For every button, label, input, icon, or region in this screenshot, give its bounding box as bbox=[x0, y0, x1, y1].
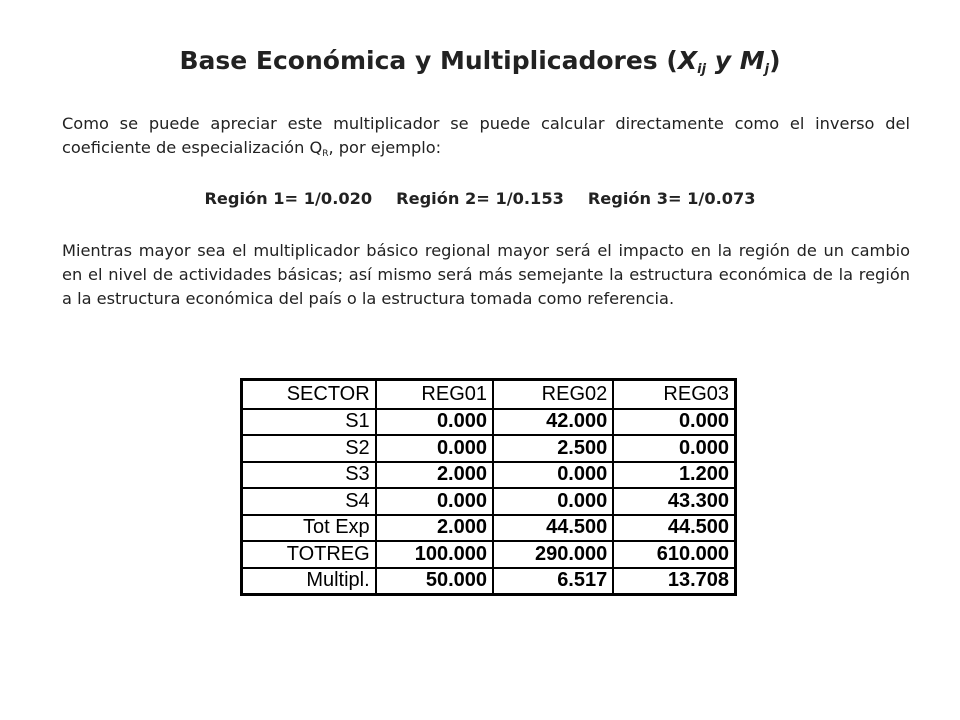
table-row bbox=[242, 541, 736, 568]
title-m-sub: j bbox=[764, 62, 770, 77]
cell-reg01: 50.000 bbox=[376, 568, 493, 595]
title-x: X bbox=[677, 46, 698, 75]
cell-reg01: 0.000 bbox=[376, 409, 493, 436]
intro-tail: , por ejemplo: bbox=[328, 138, 442, 157]
header-reg02: REG02 bbox=[493, 380, 613, 409]
cell-reg02: 0.000 bbox=[493, 488, 613, 515]
cell-sector: Multipl. bbox=[242, 568, 376, 595]
table-row bbox=[242, 409, 736, 436]
header-reg03: REG03 bbox=[613, 380, 735, 409]
intro-text: Como se puede apreciar este multiplicador se puede calcular directamente como el inverso del coeficiente de especialización Q bbox=[62, 114, 910, 157]
cell-sector: S1 bbox=[242, 409, 376, 436]
cell-reg02: 6.517 bbox=[493, 568, 613, 595]
table-row bbox=[242, 515, 736, 542]
cell-reg02: 0.000 bbox=[493, 462, 613, 489]
multiplier-table bbox=[240, 378, 737, 596]
intro-paragraph bbox=[62, 112, 910, 160]
title-main: Base Económica y Multiplicadores ( bbox=[179, 46, 678, 75]
cell-reg03: 43.300 bbox=[613, 488, 735, 515]
table-row bbox=[242, 462, 736, 489]
cell-reg01: 2.000 bbox=[376, 462, 493, 489]
title-close: ) bbox=[769, 46, 781, 75]
cell-sector: S2 bbox=[242, 435, 376, 462]
cell-reg03: 610.000 bbox=[613, 541, 735, 568]
cell-reg03: 0.000 bbox=[613, 409, 735, 436]
cell-reg01: 0.000 bbox=[376, 488, 493, 515]
cell-sector: Tot Exp bbox=[242, 515, 376, 542]
cell-reg03: 44.500 bbox=[613, 515, 735, 542]
cell-reg01: 2.000 bbox=[376, 515, 493, 542]
cell-sector: S3 bbox=[242, 462, 376, 489]
region-3-formula: Región 3= 1/0.073 bbox=[587, 189, 756, 208]
page-title bbox=[0, 46, 960, 75]
region-1-formula: Región 1= 1/0.020 bbox=[204, 189, 373, 208]
cell-sector: TOTREG bbox=[242, 541, 376, 568]
header-reg01: REG01 bbox=[376, 380, 493, 409]
cell-reg02: 44.500 bbox=[493, 515, 613, 542]
cell-reg01: 0.000 bbox=[376, 435, 493, 462]
cell-reg02: 42.000 bbox=[493, 409, 613, 436]
table-row bbox=[242, 488, 736, 515]
header-sector: SECTOR bbox=[242, 380, 376, 409]
table-row bbox=[242, 568, 736, 595]
region-formulas bbox=[0, 189, 960, 208]
cell-reg03: 13.708 bbox=[613, 568, 735, 595]
cell-reg03: 0.000 bbox=[613, 435, 735, 462]
title-and: y bbox=[706, 46, 740, 75]
explanation-paragraph: Mientras mayor sea el multiplicador básico regional mayor será el impacto en la región de un cambio en el nivel de actividades básicas; así mismo será más semejante la estructura económica de la región a la estructura económica del país o la estructura tomada como referencia. bbox=[62, 241, 910, 308]
intro-sub: R bbox=[322, 149, 329, 159]
cell-reg02: 2.500 bbox=[493, 435, 613, 462]
region-2-formula: Región 2= 1/0.153 bbox=[396, 189, 564, 208]
table-header-row bbox=[242, 380, 736, 409]
table-row bbox=[242, 435, 736, 462]
cell-reg03: 1.200 bbox=[613, 462, 735, 489]
title-x-sub: ij bbox=[697, 62, 707, 77]
cell-sector: S4 bbox=[242, 488, 376, 515]
cell-reg01: 100.000 bbox=[376, 541, 493, 568]
cell-reg02: 290.000 bbox=[493, 541, 613, 568]
title-m: M bbox=[739, 46, 765, 75]
